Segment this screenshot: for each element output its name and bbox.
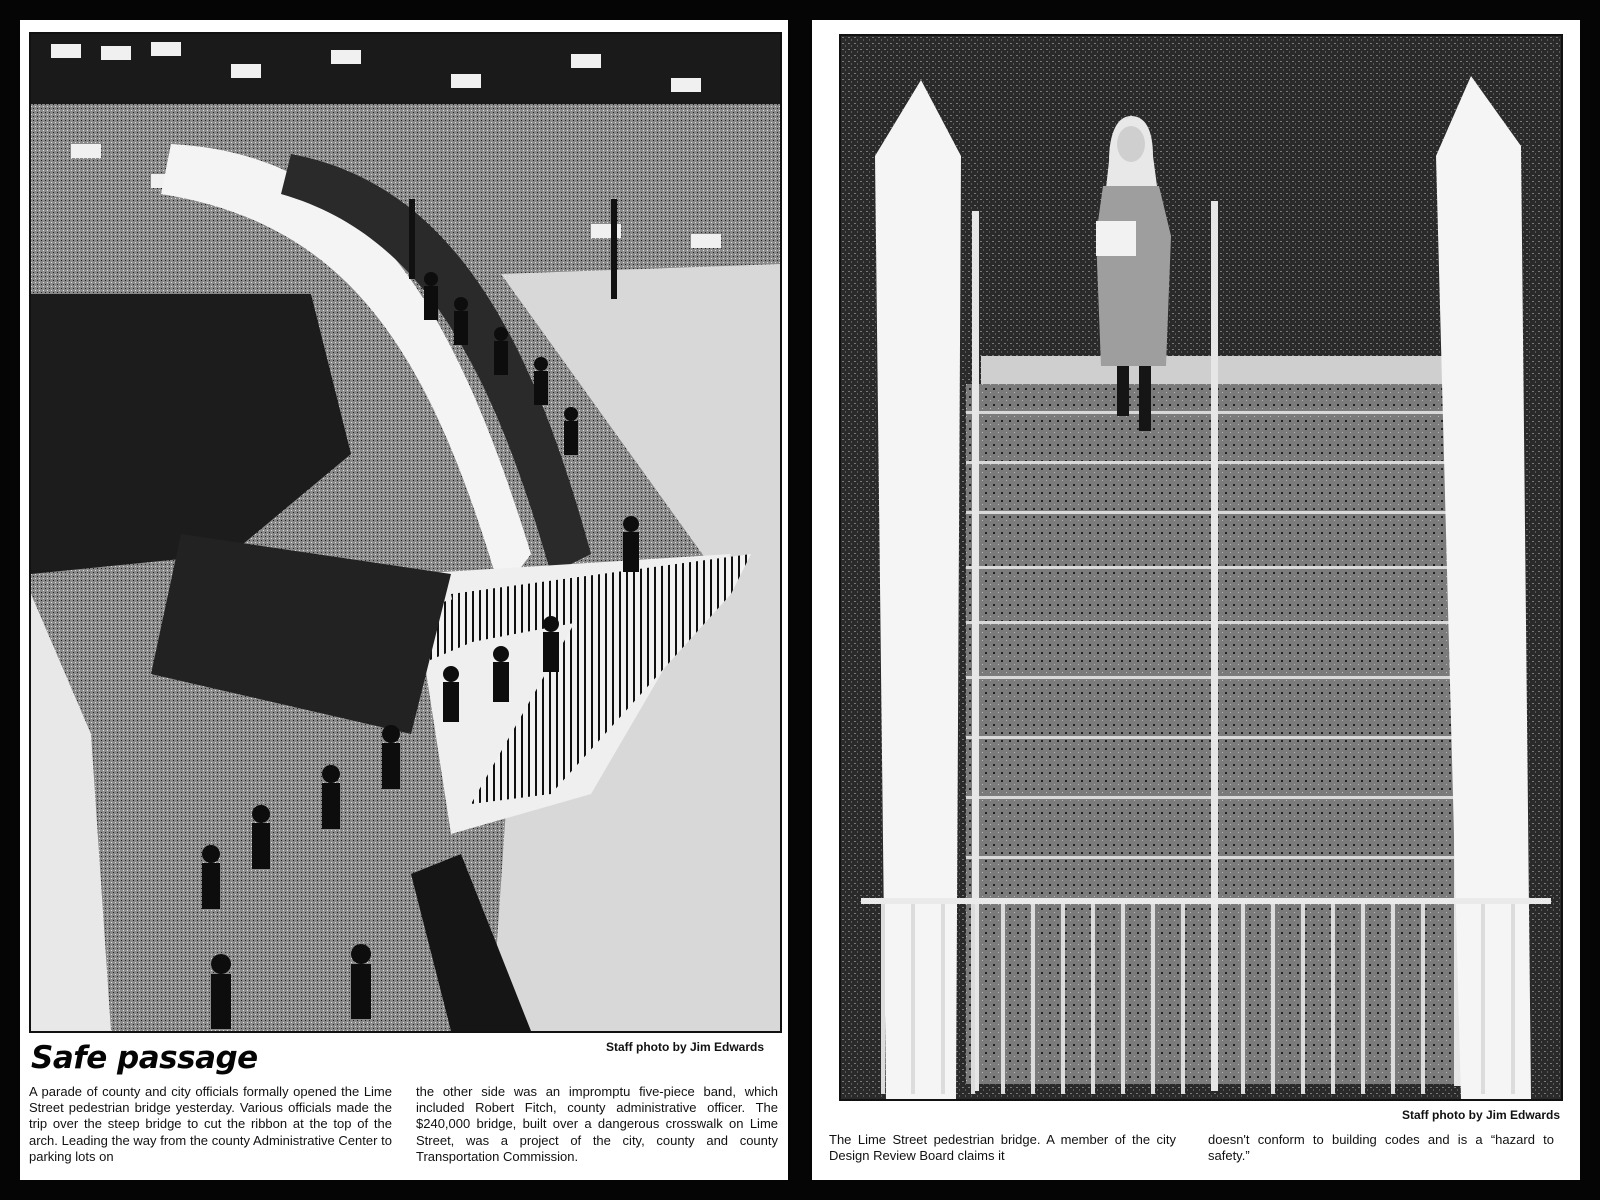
caption-column-1: The Lime Street pedestrian bridge. A member of the city Design Review Board claims it: [829, 1132, 1176, 1164]
caption-column-2: the other side was an impromptu five-piece band, which included Robert Fitch, county administrative officer. The $240,000 bridge, built over a dangerous crosswalk on Lime Street, was a project of the city, county and county Transportation Commission.: [416, 1084, 778, 1164]
caption-column-2: doesn't conform to building codes and is a “hazard to safety.”: [1208, 1132, 1554, 1164]
article-headline: Safe passage: [31, 1040, 258, 1076]
photo-credit: Staff photo by Jim Edwards: [1401, 1108, 1560, 1122]
bridge-opening-photo: [29, 32, 782, 1033]
caption-column-1: A parade of county and city officials formally opened the Lime Street pedestrian bridge yesterday. Various officials made the trip over the steep bridge to cut the ribbon at the top of the arch. Leading the way from the county Administrative Center to parking lots on: [29, 1084, 392, 1164]
left-clipping: [20, 20, 788, 1180]
right-clipping: [812, 20, 1580, 1180]
bridge-stairs-illustration: [841, 36, 1561, 1099]
photo-credit: Staff photo by Jim Edwards: [605, 1040, 764, 1054]
bridge-stairs-photo: [839, 34, 1563, 1101]
bridge-opening-illustration: [31, 34, 780, 1031]
